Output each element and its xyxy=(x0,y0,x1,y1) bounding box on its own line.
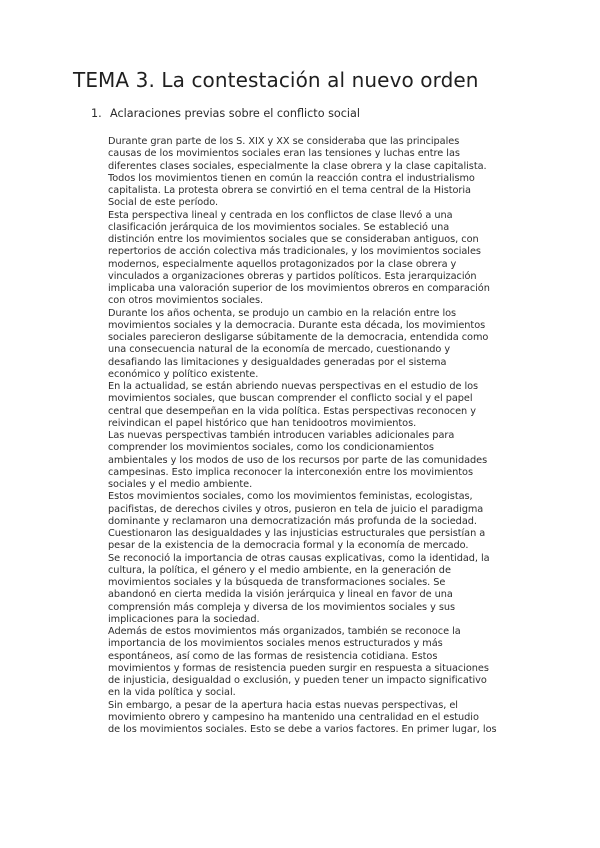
text-line: Sin embargo, a pesar de la apertura hacia estas nuevas perspectivas, el xyxy=(108,699,458,711)
text-line: sociales parecieron desligarse súbitamente de la democracia, entendida como xyxy=(108,332,489,343)
text-line: En la actualidad, se están abriendo nuevas perspectivas en el estudio de los xyxy=(108,381,479,392)
text-line: clasificación jerárquica de los movimientos sociales. Se estableció una xyxy=(108,221,450,233)
text-line: abandonó en cierta medida la visión jerárquica y lineal en favor de una xyxy=(108,589,453,601)
text-line: importancia de los movimientos sociales menos estructurados y más xyxy=(108,638,443,650)
text-line: ambientales y los modos de uso de los recursos por parte de las comunidades xyxy=(108,454,488,466)
text-line: Además de estos movimientos más organizados, también se reconoce la xyxy=(108,626,461,637)
text-line: Social de este período. xyxy=(108,197,219,209)
text-line: con otros movimientos sociales. xyxy=(108,295,264,307)
text-line: distinción entre los movimientos sociales que se consideraban antiguos, con xyxy=(108,234,479,245)
text-line: repertorios de acción colectiva más tradicionales, y los movimientos sociales xyxy=(108,246,481,258)
text-line: en la vida política y social. xyxy=(108,687,236,699)
text-line: causas de los movimientos sociales eran las tensiones y luchas entre las xyxy=(108,148,460,160)
text-line: Las nuevas perspectivas también introducen variables adicionales para xyxy=(108,430,455,441)
text-line: diferentes clases sociales, especialmente la clase obrera y la clase capitalista. xyxy=(108,160,487,172)
text-line: Durante gran parte de los S. XIX y XX se consideraba que las principales xyxy=(108,136,460,147)
text-line: movimientos sociales y la democracia. Durante esta década, los movimientos xyxy=(108,319,486,331)
text-line: comprensión más compleja y diversa de los movimientos sociales y sus xyxy=(108,601,456,613)
text-line: económico y político existente. xyxy=(108,368,259,380)
text-line: espontáneos, así como de las formas de resistencia cotidiana. Estos xyxy=(108,650,438,662)
text-line: de injusticia, desigualdad o exclusión, y pueden tener un impacto significativo xyxy=(108,675,487,686)
text-line: capitalista. La protesta obrera se convirtió en el tema central de la Historia xyxy=(108,185,471,196)
section-heading xyxy=(91,107,360,120)
text-line: movimientos sociales y la búsqueda de transformaciones sociales. Se xyxy=(108,577,446,588)
text-line: dominante y reclamaron una democratización más profunda de la sociedad. xyxy=(108,515,477,527)
text-line: movimiento obrero y campesino ha mantenido una centralidad en el estudio xyxy=(108,711,479,723)
text-line: Se reconoció la importancia de otras causas explicativas, como la identidad, la xyxy=(108,552,490,564)
text-line: Cuestionaron las desigualdades y las injusticias estructurales que persistían a xyxy=(108,528,486,539)
text-line: reivindican el papel histórico que han tenidootros movimientos. xyxy=(108,417,417,429)
section-number: 1. xyxy=(91,107,102,120)
page-title: TEMA 3. La contestación al nuevo orden xyxy=(73,68,479,92)
text-line: implicaciones para la sociedad. xyxy=(108,613,260,625)
text-line: cultura, la política, el género y el medio ambiente, en la generación de xyxy=(108,564,451,576)
text-line: Todos los movimientos tienen en común la reacción contra el industrialismo xyxy=(108,172,475,184)
text-line: pacifistas, de derechos civiles y otros, pusieron en tela de juicio el paradigma xyxy=(108,503,484,515)
text-line: campesinas. Esto implica reconocer la interconexión entre los movimientos xyxy=(108,466,473,478)
text-line: pesar de la existencia de la democracia formal y la economía de mercado. xyxy=(108,540,469,552)
body-text xyxy=(108,136,528,736)
text-line: implicaba una valoración superior de los movimientos obreros en comparación xyxy=(108,283,490,294)
text-line: comprender los movimientos sociales, como los condicionamientos xyxy=(108,442,434,454)
text-line: sociales y el medio ambiente. xyxy=(108,479,253,490)
text-line: Durante los años ochenta, se produjo un cambio en la relación entre los xyxy=(108,307,457,319)
text-line: desafiando las limitaciones y desigualdades generadas por el sistema xyxy=(108,356,447,368)
section-title: Aclaraciones previas sobre el conflicto social xyxy=(110,107,360,120)
text-line: una consecuencia natural de la economía de mercado, cuestionando y xyxy=(108,344,451,356)
text-line: movimientos y formas de resistencia pueden surgir en respuesta a situaciones xyxy=(108,662,489,674)
text-line: central que desempeñan en la vida política. Estas perspectivas reconocen y xyxy=(108,405,476,417)
text-line: movimientos sociales, que buscan comprender el conflicto social y el papel xyxy=(108,393,473,405)
text-line: de los movimientos sociales. Esto se debe a varios factores. En primer lugar, los xyxy=(108,724,497,735)
text-line: Estos movimientos sociales, como los movimientos feministas, ecologistas, xyxy=(108,491,473,503)
text-line: Esta perspectiva lineal y centrada en los conflictos de clase llevó a una xyxy=(108,209,453,221)
text-line: vinculados a organizaciones obreras y partidos políticos. Esta jerarquización xyxy=(108,270,477,282)
text-line: modernos, especialmente aquellos protagonizados por la clase obrera y xyxy=(108,258,457,270)
